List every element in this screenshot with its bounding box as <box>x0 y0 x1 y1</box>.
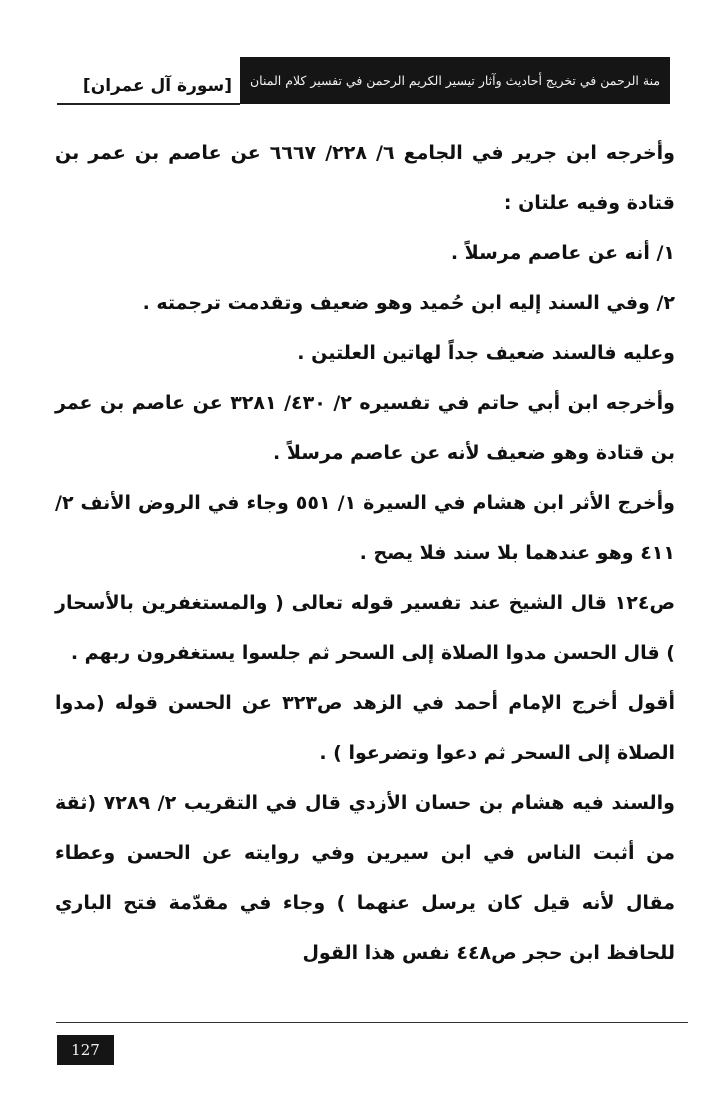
page-number: 127 <box>57 1035 114 1065</box>
paragraph-ibn-hisham: وأخرج الأثر ابن هشام في السيرة ١/ ٥٥١ وجاء في الروض الأنف ٢/ ٤١١ وهو عندهما بلا سند فلا يصح . <box>55 492 675 564</box>
paragraph-first-defect: ١/ أنه عن عاصم مرسلاً . <box>450 242 675 264</box>
paragraph-page-124-comment: ص١٢٤ قال الشيخ عند تفسير قوله تعالى ( والمستغفرين بالأسحار ) قال الحسن مدوا الصلاة إلى السحر ثم جلسوا يستغفرون ربهم . <box>55 592 675 664</box>
paragraph-ibn-jarir: وأخرجه ابن جرير في الجامع ٦/ ٢٢٨/ ٦٦٦٧ عن عاصم بن عمر بن قتادة وفيه علتان : <box>55 142 675 214</box>
book-title-banner <box>240 57 670 104</box>
paragraph-ibn-abi-hatim: وأخرجه ابن أبي حاتم في تفسيره ٢/ ٤٣٠/ ٣٢٨١ عن عاصم بن عمر بن قتادة وهو ضعيف لأنه عن عاصم مرسلاً . <box>55 392 675 464</box>
book-title: منة الرحمن في تخريج أحاديث وآثار تيسير الكريم الرحمن في تفسير كلام المنان <box>249 73 661 88</box>
footer-divider <box>56 1022 688 1023</box>
paragraph-second-defect: ٢/ وفي السند إليه ابن حُميد وهو ضعيف وتقدمت ترجمته . <box>142 292 675 314</box>
page-body <box>55 128 675 978</box>
paragraph-verdict: وعليه فالسند ضعيف جداً لهاتين العلتين . <box>297 342 675 364</box>
header-divider <box>57 103 240 105</box>
paragraph-ahmad-zuhd: أقول أخرج الإمام أحمد في الزهد ص٣٢٣ عن الحسن قوله (مدوا الصلاة إلى السحر ثم دعوا وتضرعوا ) . <box>55 692 675 764</box>
surah-label: [سورة آل عمران] <box>82 76 232 96</box>
paragraph-hisham-ibn-hassan: والسند فيه هشام بن حسان الأزدي قال في التقريب ٢/ ٧٢٨٩ (ثقة من أثبت الناس في ابن سيرين وفي روايته عن الحسن وعطاء مقال لأنه قيل كان يرسل عنهما ) وجاء في مقدّمة فتح الباري للحافظ ابن حجر ص٤٤٨ نفس هذا القول <box>55 792 675 964</box>
